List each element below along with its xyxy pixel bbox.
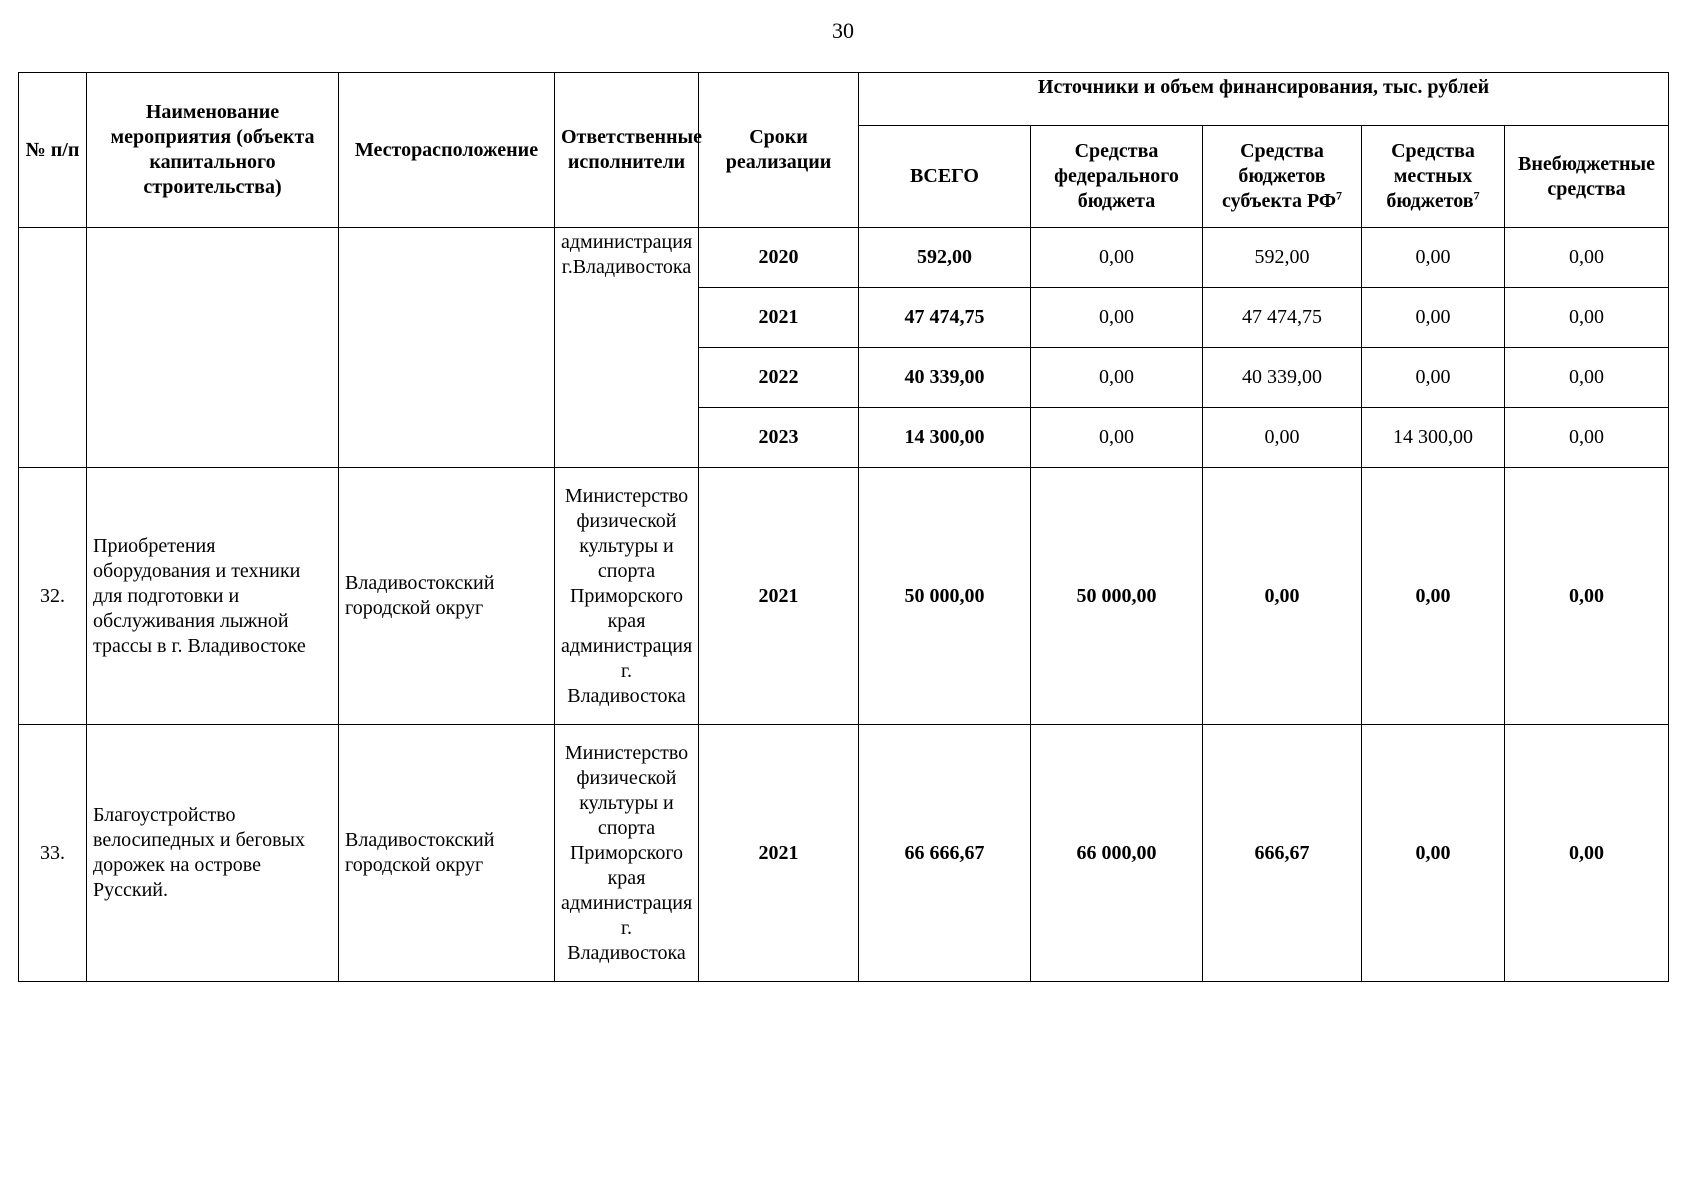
cell-year: 2021 <box>699 468 859 725</box>
cell-subject: 666,67 <box>1203 725 1362 982</box>
col-header-financing: Источники и объем финансирования, тыс. рублей <box>859 73 1669 126</box>
header-row-1 <box>19 73 1669 126</box>
page-number: 30 <box>832 18 854 43</box>
col-header-period: Сроки реализации <box>699 73 859 228</box>
cell-extra: 0,00 <box>1505 348 1669 408</box>
col-header-local <box>1362 126 1505 228</box>
cell-federal: 50 000,00 <box>1031 468 1203 725</box>
cell-total: 47 474,75 <box>859 288 1031 348</box>
col-header-number: № п/п <box>19 73 87 228</box>
cell-year: 2020 <box>699 228 859 288</box>
cell-extra: 0,00 <box>1505 468 1669 725</box>
cell-subject: 592,00 <box>1203 228 1362 288</box>
footnote-ref: 7 <box>1336 188 1343 203</box>
financing-table <box>18 72 1669 982</box>
cell-number: 33. <box>19 725 87 982</box>
cell-local: 0,00 <box>1362 725 1505 982</box>
cell-subject: 47 474,75 <box>1203 288 1362 348</box>
cell-federal: 0,00 <box>1031 288 1203 348</box>
cell-year: 2021 <box>699 725 859 982</box>
cell-total: 592,00 <box>859 228 1031 288</box>
cell-responsible: администрация г.Владивостока <box>555 228 699 468</box>
cell-extra: 0,00 <box>1505 228 1669 288</box>
cell-empty <box>87 228 339 468</box>
col-header-responsible: Ответственные исполнители <box>555 73 699 228</box>
cell-local: 0,00 <box>1362 228 1505 288</box>
cell-total: 40 339,00 <box>859 348 1031 408</box>
cell-federal: 0,00 <box>1031 408 1203 468</box>
cell-federal: 0,00 <box>1031 228 1203 288</box>
cell-location: Владивостокский городской округ <box>339 468 555 725</box>
cell-name: Приобретения оборудования и техники для подготовки и обслуживания лыжной трассы в г. Владивостоке <box>87 468 339 725</box>
cell-subject: 40 339,00 <box>1203 348 1362 408</box>
cell-number: 32. <box>19 468 87 725</box>
cell-total: 50 000,00 <box>859 468 1031 725</box>
cell-extra: 0,00 <box>1505 288 1669 348</box>
cell-subject: 0,00 <box>1203 408 1362 468</box>
cell-total: 14 300,00 <box>859 408 1031 468</box>
cell-federal: 0,00 <box>1031 348 1203 408</box>
cell-extra: 0,00 <box>1505 725 1669 982</box>
cell-local: 0,00 <box>1362 468 1505 725</box>
cell-local: 0,00 <box>1362 288 1505 348</box>
col-header-local-text: Средства местных бюджетов <box>1386 140 1475 212</box>
cell-year: 2021 <box>699 288 859 348</box>
cell-extra: 0,00 <box>1505 408 1669 468</box>
col-header-total: ВСЕГО <box>859 126 1031 228</box>
cell-local: 14 300,00 <box>1362 408 1505 468</box>
cell-year: 2022 <box>699 348 859 408</box>
cell-location: Владивостокский городской округ <box>339 725 555 982</box>
cell-responsible: Министерство физической культуры и спорта Приморского края администрация г. Владивостока <box>555 468 699 725</box>
table-row <box>19 228 1669 288</box>
cell-subject: 0,00 <box>1203 468 1362 725</box>
cell-federal: 66 000,00 <box>1031 725 1203 982</box>
col-header-subject-text: Средства бюджетов субъекта РФ <box>1221 140 1337 212</box>
cell-empty <box>339 228 555 468</box>
cell-total: 66 666,67 <box>859 725 1031 982</box>
cell-empty <box>19 228 87 468</box>
col-header-extra: Внебюджетные средства <box>1505 126 1669 228</box>
cell-local: 0,00 <box>1362 348 1505 408</box>
cell-name: Благоустройство велосипедных и беговых дорожек на острове Русский. <box>87 725 339 982</box>
col-header-subject <box>1203 126 1362 228</box>
col-header-federal: Средства федерального бюджета <box>1031 126 1203 228</box>
col-header-location: Месторасположение <box>339 73 555 228</box>
footnote-ref: 7 <box>1473 188 1480 203</box>
cell-year: 2023 <box>699 408 859 468</box>
table-row <box>19 468 1669 725</box>
table-row <box>19 725 1669 982</box>
col-header-name: Наименование мероприятия (объекта капитального строительства) <box>87 73 339 228</box>
cell-responsible: Министерство физической культуры и спорта Приморского края администрация г. Владивостока <box>555 725 699 982</box>
